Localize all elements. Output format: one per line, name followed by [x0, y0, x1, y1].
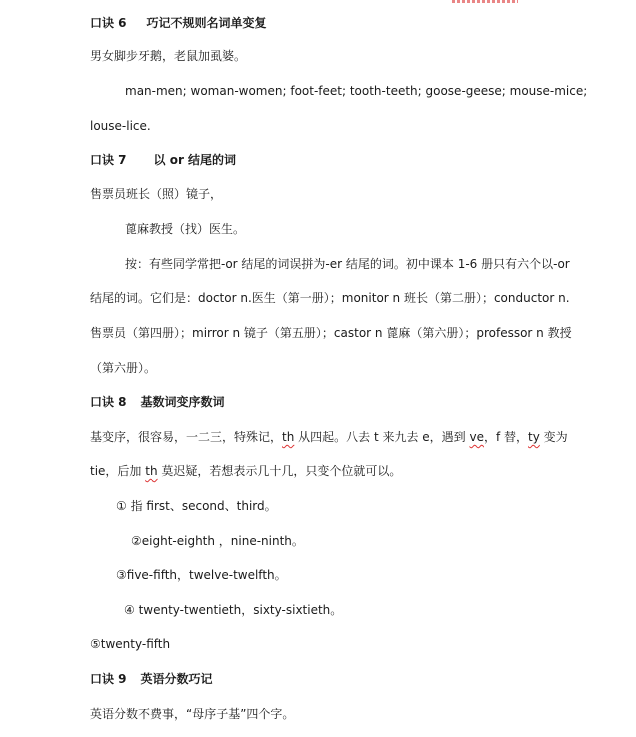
text-run: ty: [528, 430, 540, 444]
paragraph: 按：有些同学常把-or 结尾的词误拼为-er 结尾的词。初中课本 1-6 册只有六个以-or: [125, 257, 570, 271]
text-run: 变为: [539, 430, 568, 444]
text-run: tie，后加: [90, 464, 146, 478]
paragraph: 售票员（第四册）；mirror n 镜子（第五册）；castor n 蓖麻（第六册）；professor n 教授: [90, 326, 572, 340]
paragraph: [90, 461, 596, 481]
section-8-heading: [90, 392, 596, 412]
paragraph: 蓖麻教授（找）医生。: [125, 222, 246, 236]
paragraph: [90, 427, 596, 447]
section-title: 英语分数巧记: [140, 672, 213, 686]
paragraph: louse-lice.: [90, 119, 151, 133]
paragraph: 售票员班长（照）镜子，: [90, 187, 223, 201]
list-item: ④ twenty-twentieth，sixty-sixtieth。: [124, 603, 343, 617]
list-item: ① 指 first、second、third。: [116, 499, 277, 513]
text-run: ，f 替，: [483, 430, 529, 444]
list-item: ⑤twenty-fifth: [90, 637, 171, 651]
text-run: th: [282, 430, 295, 444]
list-item: ③five-fifth，twelve-twelfth。: [116, 568, 287, 582]
list-item: ②eight-eighth ，nine-ninth。: [131, 534, 304, 548]
section-label: 口诀 9: [90, 672, 127, 686]
paragraph: 男女脚步牙鹅，老鼠加虱婆。: [90, 49, 247, 63]
text-run: th: [145, 464, 158, 478]
section-title: 巧记不规则名词单变复: [146, 16, 267, 30]
paragraph: 英语分数不费事，“母序子基”四个字。: [90, 707, 295, 721]
text-run: 从四起。八去 t 来九去 e，遇到: [294, 430, 470, 444]
section-label: 口诀 8: [90, 395, 127, 409]
section-9-heading: [90, 669, 596, 689]
section-label: 口诀 7: [90, 153, 127, 167]
section-title: 基数词变序数词: [140, 395, 225, 409]
section-title: 以 or 结尾的词: [153, 153, 237, 167]
paragraph: man-men; woman-women; foot-feet; tooth-teeth; goose-geese; mouse-mice;: [125, 84, 588, 98]
section-label: 口诀 6: [90, 16, 127, 30]
section-6-heading: [90, 13, 596, 33]
text-run: 基变序，很容易，一二三，特殊记，: [90, 430, 283, 444]
paragraph: （第六册）。: [90, 361, 157, 375]
paragraph: 结尾的词。它们是：doctor n.医生（第一册）；monitor n 班长（第二册）；conductor n.: [90, 291, 570, 305]
text-run: ve: [469, 430, 484, 444]
spellcheck-mark: [452, 0, 518, 3]
text-run: 莫迟疑，若想表示几十几，只变个位就可以。: [157, 464, 402, 478]
section-7-heading: [90, 150, 596, 170]
